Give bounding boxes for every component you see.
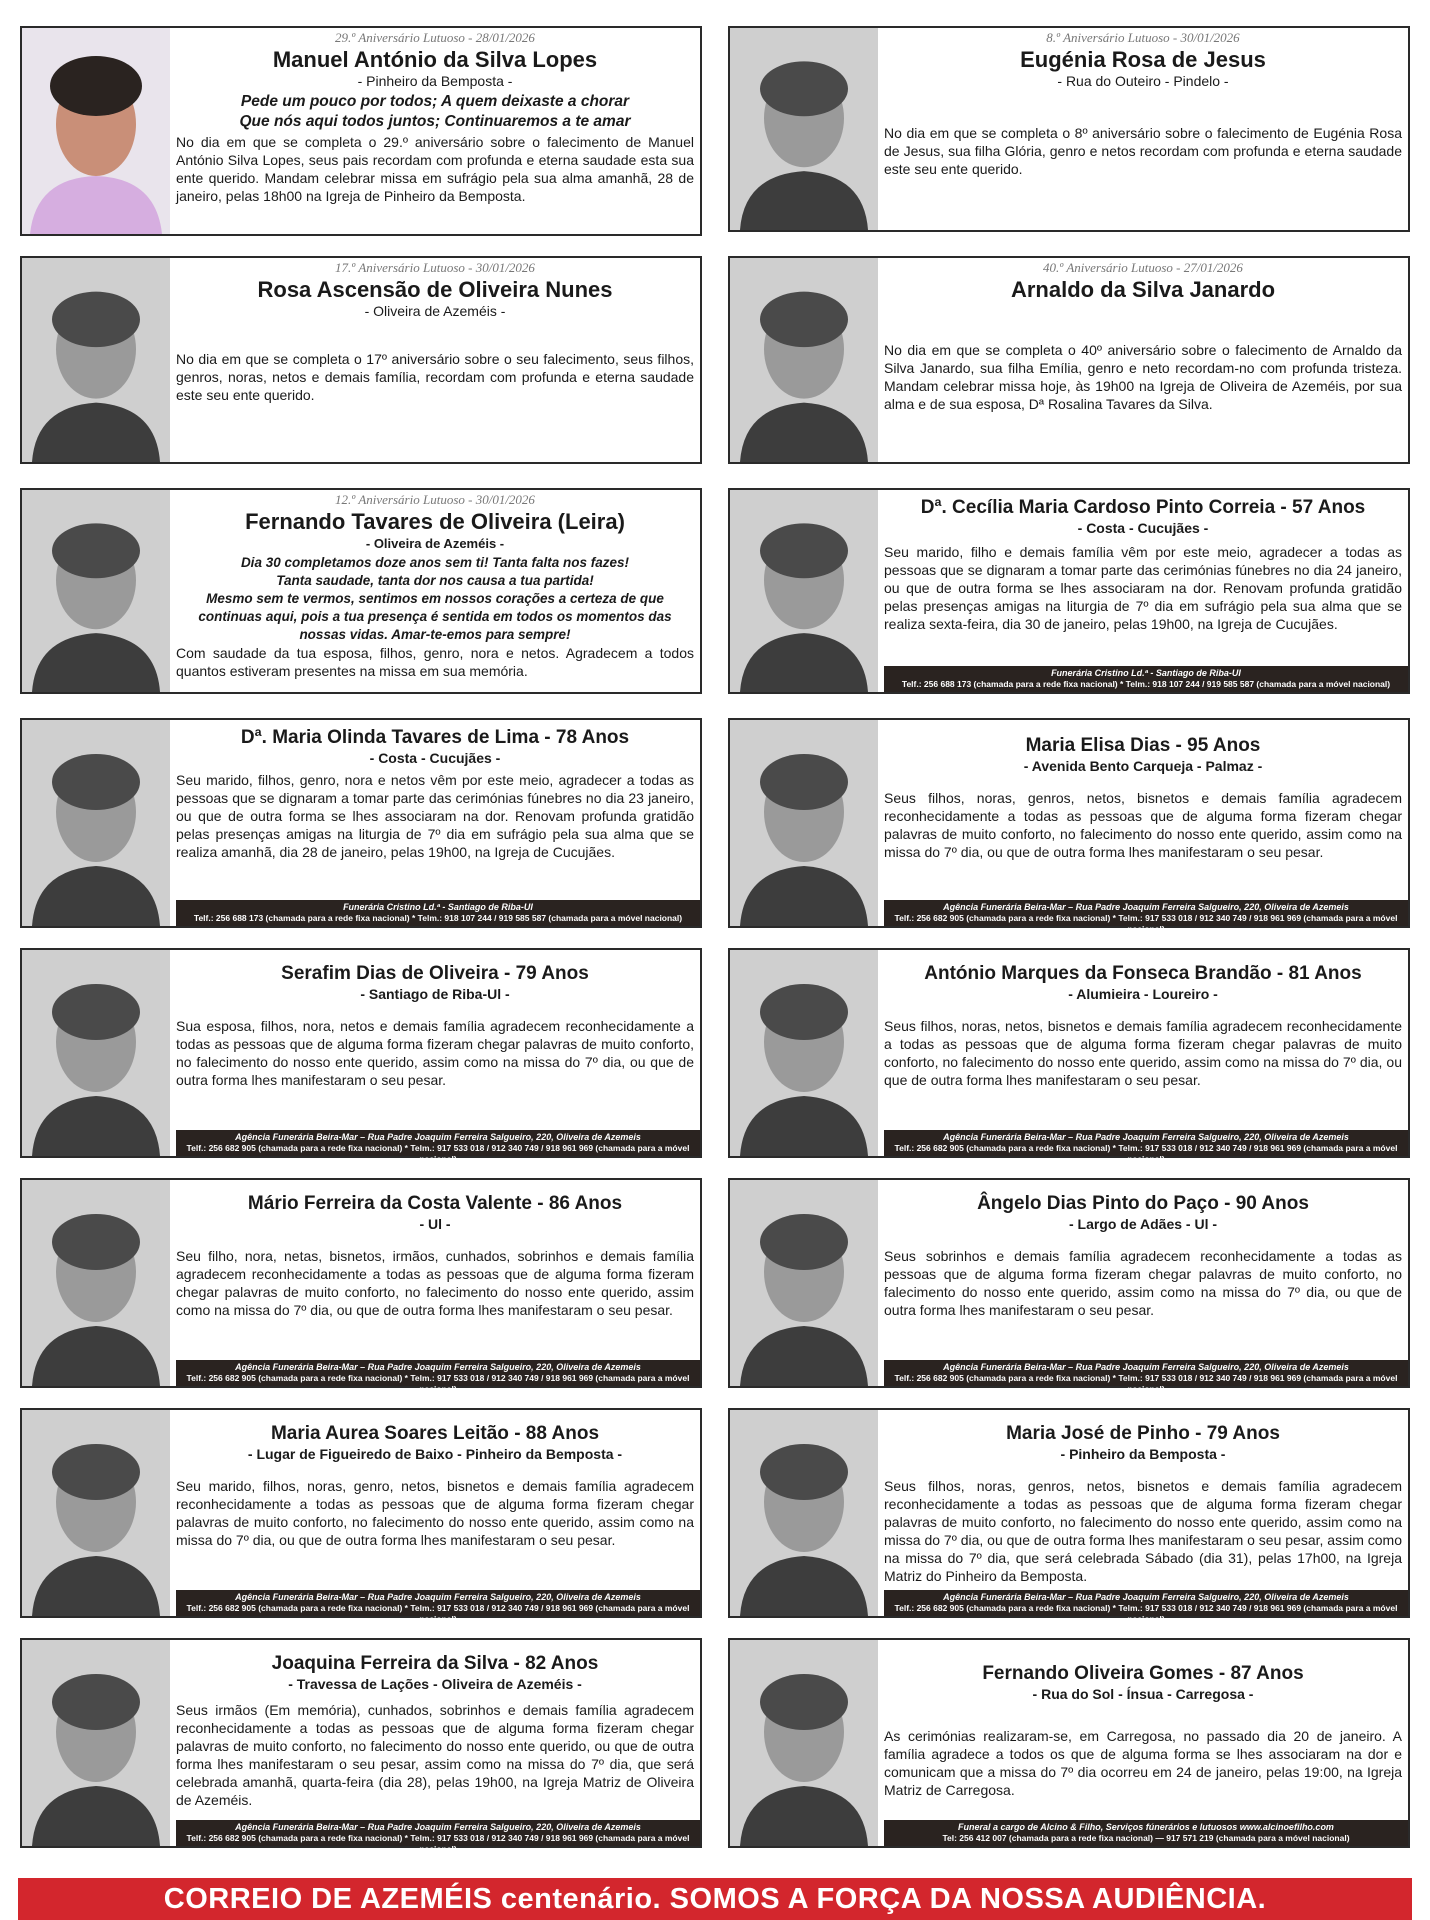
portrait-photo: [22, 720, 170, 926]
portrait-photo: [22, 258, 170, 462]
portrait-photo: [22, 1640, 170, 1846]
portrait-photo: [22, 950, 170, 1156]
obituary-card: [728, 488, 1410, 694]
portrait-photo: [730, 1180, 878, 1386]
location: - Oliveira de Azeméis -: [364, 303, 506, 319]
location: - Alumieira - Loureiro -: [1068, 986, 1218, 1002]
poem: Dia 30 completamos doze anos sem ti! Tanta falta nos fazes! Tanta saudade, tanta dor nos causa a tua partida! Mesmo sem te vermos, sentimos em nossos corações a certeza de que continuas aqui, pois a tua presença é sentida em todos os momentos das nossas vidas. Amar-te-emos para sempre!: [198, 555, 672, 642]
location: - Lugar de Figueiredo de Baixo - Pinheiro da Bemposta -: [247, 1446, 623, 1462]
notice-text: No dia em que se completa o 8º aniversário sobre o falecimento de Eugénia Rosa de Jesus, sua filha Glória, genro e netos recordam com profunda e eterna saudade este seu ente querido.: [884, 125, 1402, 177]
deceased-name: Maria Aurea Soares Leitão - 88 Anos: [270, 1423, 600, 1444]
notice-text: Com saudade da tua esposa, filhos, genro, nora e netos. Agradecem a todos quantos estiveram presentes na missa em sua memória.: [176, 645, 694, 679]
location: - Oliveira de Azeméis -: [365, 536, 505, 551]
obituary-card: [728, 256, 1410, 464]
notice-text: Seus filhos, noras, genros, netos, bisnetos e demais família agradecem reconhecidamente a todas as pessoas que de alguma forma fizeram chegar palavras de muito conforto, no falecimento do nosso ente querido, assim como na missa do 7º dia, ou que de outra forma lhes manifestaram o seu pesar, assim como na missa do 7º dia, que será celebrada Sábado (dia 31), pelas 17h00, na Igreja Matriz do Pinheiro da Bemposta.: [884, 1478, 1402, 1584]
notice-text: Seus filhos, noras, netos, bisnetos e demais família agradecem reconhecidamente a todas as pessoas que de alguma forma fizeram chegar palavras de muito conforto, no falecimento do nosso ente querido, assim como na missa do 7º dia, ou que de outra forma lhes manifestaram o seu pesar.: [884, 1018, 1402, 1088]
obituary-card: [20, 1408, 702, 1624]
notice-text: Sua esposa, filhos, nora, netos e demais família agradecem reconhecidamente a todas as pessoas que de alguma forma fizeram chegar palavras de muito conforto, no falecimento do nosso ente querido, assim como na missa do 7º dia, ou que de outra forma lhes manifestaram o seu pesar.: [176, 1018, 694, 1088]
location: - Pinheiro da Bemposta -: [357, 73, 513, 89]
funeral-home-footer: Agência Funerária Beira-Mar – Rua Padre Joaquim Ferreira Salgueiro, 220, Oliveira de Azemeis Telf.: 256 682 905 (chamada para a rede fixa nacional) * Telm.: 917 533 018 / 912 340 749 / 918 961 969 (chamada para a móvel nacional): [176, 1820, 700, 1846]
location: - Costa - Cucujães -: [1077, 520, 1209, 536]
notice-text: Seu marido, filhos, genro, nora e netos vêm por este meio, agradecer a todas as pessoas que se dignaram a tomar parte das cerimónias fúnebres no dia 23 janeiro, ou que de outra forma se lhes associaram na dor. Renovam profunda gratidão pelas presenças amigas na liturgia de 7º dia em sufrágio pela sua alma que se realiza amanhã, dia 28 de janeiro, pelas 19h00, na Igreja de Cucujães.: [176, 772, 694, 860]
portrait-photo: [22, 1410, 170, 1616]
portrait-photo: [730, 490, 878, 692]
deceased-name: Fernando Oliveira Gomes - 87 Anos: [982, 1663, 1304, 1684]
location: - Largo de Adães - Ul -: [1068, 1216, 1218, 1232]
obituary-card: [728, 26, 1410, 232]
notice-text: No dia em que se completa o 40º aniversário sobre o falecimento de Arnaldo da Silva Janardo, sua filha Emília, genro e neto recordam-no com profunda tristeza. Mandam celebrar missa hoje, às 19h00 na Igreja de Oliveira de Azeméis, por sua alma e de sua esposa, Dª Rosalina Tavares da Silva.: [884, 342, 1402, 412]
notice-text: Seus filhos, noras, genros, netos, bisnetos e demais família agradecem reconhecidamente a todas as pessoas que de alguma forma fizeram chegar palavras de muito conforto, no falecimento do nosso ente querido, assim como na missa do 7º dia, ou que de outra forma lhes manifestaram o seu pesar.: [884, 790, 1402, 860]
anniversary-line: 8.º Aniversário Lutuoso - 30/01/2026: [1046, 30, 1240, 45]
newspaper-banner: CORREIO DE AZEMÉIS centenário. SOMOS A FORÇA DA NOSSA AUDIÊNCIA.: [18, 1878, 1412, 1920]
obituary-card: [20, 488, 702, 694]
portrait-photo: [22, 1180, 170, 1386]
funeral-home-footer: Funeral a cargo de Alcino & Filho, Serviços fúnerários e lutuosos www.alcinoefilho.com Tel: 256 412 007 (chamada para a rede fixa nacional) — 917 571 219 (chamada para a móvel nacional): [884, 1820, 1408, 1846]
deceased-name: Fernando Tavares de Oliveira (Leira): [245, 509, 625, 534]
portrait-photo: [730, 258, 878, 462]
portrait-photo: [730, 950, 878, 1156]
portrait-photo: [22, 490, 170, 692]
location: - Rua do Sol - Ínsua - Carregosa -: [1032, 1686, 1254, 1702]
location: - Ul -: [419, 1216, 451, 1232]
location: - Pinheiro da Bemposta -: [1060, 1446, 1226, 1462]
deceased-name: Maria José de Pinho - 79 Anos: [1006, 1423, 1280, 1444]
portrait-photo: [730, 720, 878, 926]
funeral-home-footer: Agência Funerária Beira-Mar – Rua Padre Joaquim Ferreira Salgueiro, 220, Oliveira de Azemeis Telf.: 256 682 905 (chamada para a rede fixa nacional) * Telm.: 917 533 018 / 912 340 749 / 918 961 969 (chamada para a móvel nacional): [884, 900, 1408, 926]
notice-text: Seu marido, filho e demais família vêm por este meio, agradecer a todas as pessoas que se dignaram a tomar parte das cerimónias fúnebres no dia 24 janeiro, ou que de outra forma se lhes associaram na dor. Renovam profunda gratidão pelas presenças amigas na liturgia de 7º dia em sufrágio pela sua alma que se realiza sexta-feira, dia 30 de janeiro, pelas 19h00, na Igreja de Cucujães.: [884, 544, 1402, 632]
funeral-home-footer: Agência Funerária Beira-Mar – Rua Padre Joaquim Ferreira Salgueiro, 220, Oliveira de Azemeis Telf.: 256 682 905 (chamada para a rede fixa nacional) * Telm.: 917 533 018 / 912 340 749 / 918 961 969 (chamada para a móvel nacional): [176, 1360, 700, 1386]
deceased-name: Arnaldo da Silva Janardo: [1010, 277, 1276, 302]
anniversary-line: 29.º Aniversário Lutuoso - 28/01/2026: [335, 30, 535, 45]
funeral-home-footer: Funerária Cristino Ld.ª - Santiago de Riba-Ul Telf.: 256 688 173 (chamada para a rede fixa nacional) * Telm.: 918 107 244 / 919 585 587 (chamada para a móvel nacional): [884, 666, 1408, 692]
obituary-card: [20, 1178, 702, 1394]
anniversary-line: 40.º Aniversário Lutuoso - 27/01/2026: [1043, 260, 1243, 275]
notice-text: Seu marido, filhos, noras, genro, netos, bisnetos e demais família agradecem reconhecidamente a todas as pessoas que de alguma forma fizeram chegar palavras de muito conforto, no falecimento do nosso ente querido, assim como na missa do 7º dia, ou que de outra forma lhes manifestaram o seu pesar.: [176, 1478, 694, 1548]
portrait-photo: [730, 1640, 878, 1846]
notice-text: No dia em que se completa o 29.º aniversário sobre o falecimento de Manuel António Silva Lopes, seus pais recordam com profunda e eterna saudade esta sua ente querido. Mandam celebrar missa em sufrágio pela sua alma amanhã, 28 de janeiro, pelas 18h00 na Igreja de Pinheiro da Bemposta.: [176, 134, 694, 204]
deceased-name: Mário Ferreira da Costa Valente - 86 Anos: [247, 1193, 623, 1214]
obituary-card: [20, 718, 702, 928]
location: - Rua do Outeiro - Pindelo -: [1057, 73, 1229, 89]
deceased-name: António Marques da Fonseca Brandão - 81 Anos: [924, 963, 1362, 984]
anniversary-line: 12.º Aniversário Lutuoso - 30/01/2026: [335, 492, 535, 507]
portrait-photo: [730, 28, 878, 230]
funeral-home-footer: Agência Funerária Beira-Mar – Rua Padre Joaquim Ferreira Salgueiro, 220, Oliveira de Azemeis Telf.: 256 682 905 (chamada para a rede fixa nacional) * Telm.: 917 533 018 / 912 340 749 / 918 961 969 (chamada para a móvel nacional): [884, 1360, 1408, 1386]
deceased-name: Eugénia Rosa de Jesus: [1020, 47, 1266, 72]
funeral-home-footer: Agência Funerária Beira-Mar – Rua Padre Joaquim Ferreira Salgueiro, 220, Oliveira de Azemeis Telf.: 256 682 905 (chamada para a rede fixa nacional) * Telm.: 917 533 018 / 912 340 749 / 918 961 969 (chamada para a móvel nacional): [884, 1130, 1408, 1156]
funeral-home-footer: Agência Funerária Beira-Mar – Rua Padre Joaquim Ferreira Salgueiro, 220, Oliveira de Azemeis Telf.: 256 682 905 (chamada para a rede fixa nacional) * Telm.: 917 533 018 / 912 340 749 / 918 961 969 (chamada para a móvel nacional): [176, 1590, 700, 1616]
deceased-name: Joaquina Ferreira da Silva - 82 Anos: [271, 1653, 599, 1674]
deceased-name: Rosa Ascensão de Oliveira Nunes: [257, 277, 613, 302]
deceased-name: Dª. Maria Olinda Tavares de Lima - 78 Anos: [240, 727, 630, 748]
portrait-photo: [22, 28, 170, 234]
obituary-card: [728, 1638, 1410, 1848]
obituary-card: [20, 948, 702, 1164]
anniversary-line: 17.º Aniversário Lutuoso - 30/01/2026: [335, 260, 535, 275]
location: - Costa - Cucujães -: [369, 750, 501, 766]
notice-text: Seus sobrinhos e demais família agradecem reconhecidamente a todas as pessoas que de alguma forma fizeram chegar palavras de muito conforto, no falecimento do nosso ente querido, assim como na missa do 7º dia, ou que de outra forma lhes manifestaram o seu pesar.: [884, 1248, 1402, 1318]
obituary-card: [728, 1178, 1410, 1394]
obituary-card: [20, 256, 702, 464]
location: - Santiago de Riba-Ul -: [360, 986, 510, 1002]
poem: Pede um pouco por todos; A quem deixaste a chorar Que nós aqui todos juntos; Continuaremos a te amar: [239, 93, 631, 130]
portrait-photo: [730, 1410, 878, 1616]
deceased-name: Maria Elisa Dias - 95 Anos: [1025, 735, 1261, 756]
funeral-home-footer: Agência Funerária Beira-Mar – Rua Padre Joaquim Ferreira Salgueiro, 220, Oliveira de Azemeis Telf.: 256 682 905 (chamada para a rede fixa nacional) * Telm.: 917 533 018 / 912 340 749 / 918 961 969 (chamada para a móvel nacional): [176, 1130, 700, 1156]
obituary-card: [728, 718, 1410, 934]
notice-text: As cerimónias realizaram-se, em Carregosa, no passado dia 20 de janeiro. A família agradece a todos os que de alguma forma se lhes associaram na dor e comunicam que a missa do 7º dia ocorreu em 24 de janeiro, pelas 19:00, na Igreja Matriz de Carregosa.: [884, 1728, 1402, 1798]
obituary-card: [20, 1638, 702, 1854]
deceased-name: Dª. Cecília Maria Cardoso Pinto Correia - 57 Anos: [920, 497, 1366, 518]
location: - Travessa de Lações - Oliveira de Azeméis -: [288, 1676, 582, 1692]
obituary-card: [728, 1408, 1410, 1624]
deceased-name: Serafim Dias de Oliveira - 79 Anos: [281, 963, 589, 984]
notice-text: Seus irmãos (Em memória), cunhados, sobrinhos e demais família agradecem reconhecidamente a todas as pessoas que de alguma forma fizeram chegar palavras de muito conforto, no falecimento do nosso ente querido, ou que de outra forma lhes manifestaram o seu pesar, assim como na missa do 7º dia, que será celebrada amanhã, quarta-feira (dia 28), pelas 19h00, na Igreja Matriz de Oliveira de Azeméis.: [176, 1702, 694, 1808]
funeral-home-footer: Funerária Cristino Ld.ª - Santiago de Riba-Ul Telf.: 256 688 173 (chamada para a rede fixa nacional) * Telm.: 918 107 244 / 919 585 587 (chamada para a móvel nacional): [176, 900, 700, 926]
deceased-name: Ângelo Dias Pinto do Paço - 90 Anos: [977, 1193, 1309, 1214]
obituary-card: [20, 26, 702, 236]
deceased-name: Manuel António da Silva Lopes: [272, 47, 598, 72]
location: - Avenida Bento Carqueja - Palmaz -: [1023, 758, 1263, 774]
notice-text: No dia em que se completa o 17º aniversário sobre o seu falecimento, seus filhos, genros, noras, netos e demais família, recordam com profunda e eterna saudade este seu ente querido.: [176, 351, 694, 403]
funeral-home-footer: Agência Funerária Beira-Mar – Rua Padre Joaquim Ferreira Salgueiro, 220, Oliveira de Azemeis Telf.: 256 682 905 (chamada para a rede fixa nacional) * Telm.: 917 533 018 / 912 340 749 / 918 961 969 (chamada para a móvel nacional): [884, 1590, 1408, 1616]
obituary-card: [728, 948, 1410, 1164]
notice-text: Seu filho, nora, netas, bisnetos, irmãos, cunhados, sobrinhos e demais família agradecem reconhecidamente a todas as pessoas que de alguma forma fizeram chegar palavras de muito conforto, no falecimento do nosso ente querido, assim como na missa do 7º dia, ou que de outra forma lhes manifestaram o seu pesar.: [176, 1248, 694, 1318]
